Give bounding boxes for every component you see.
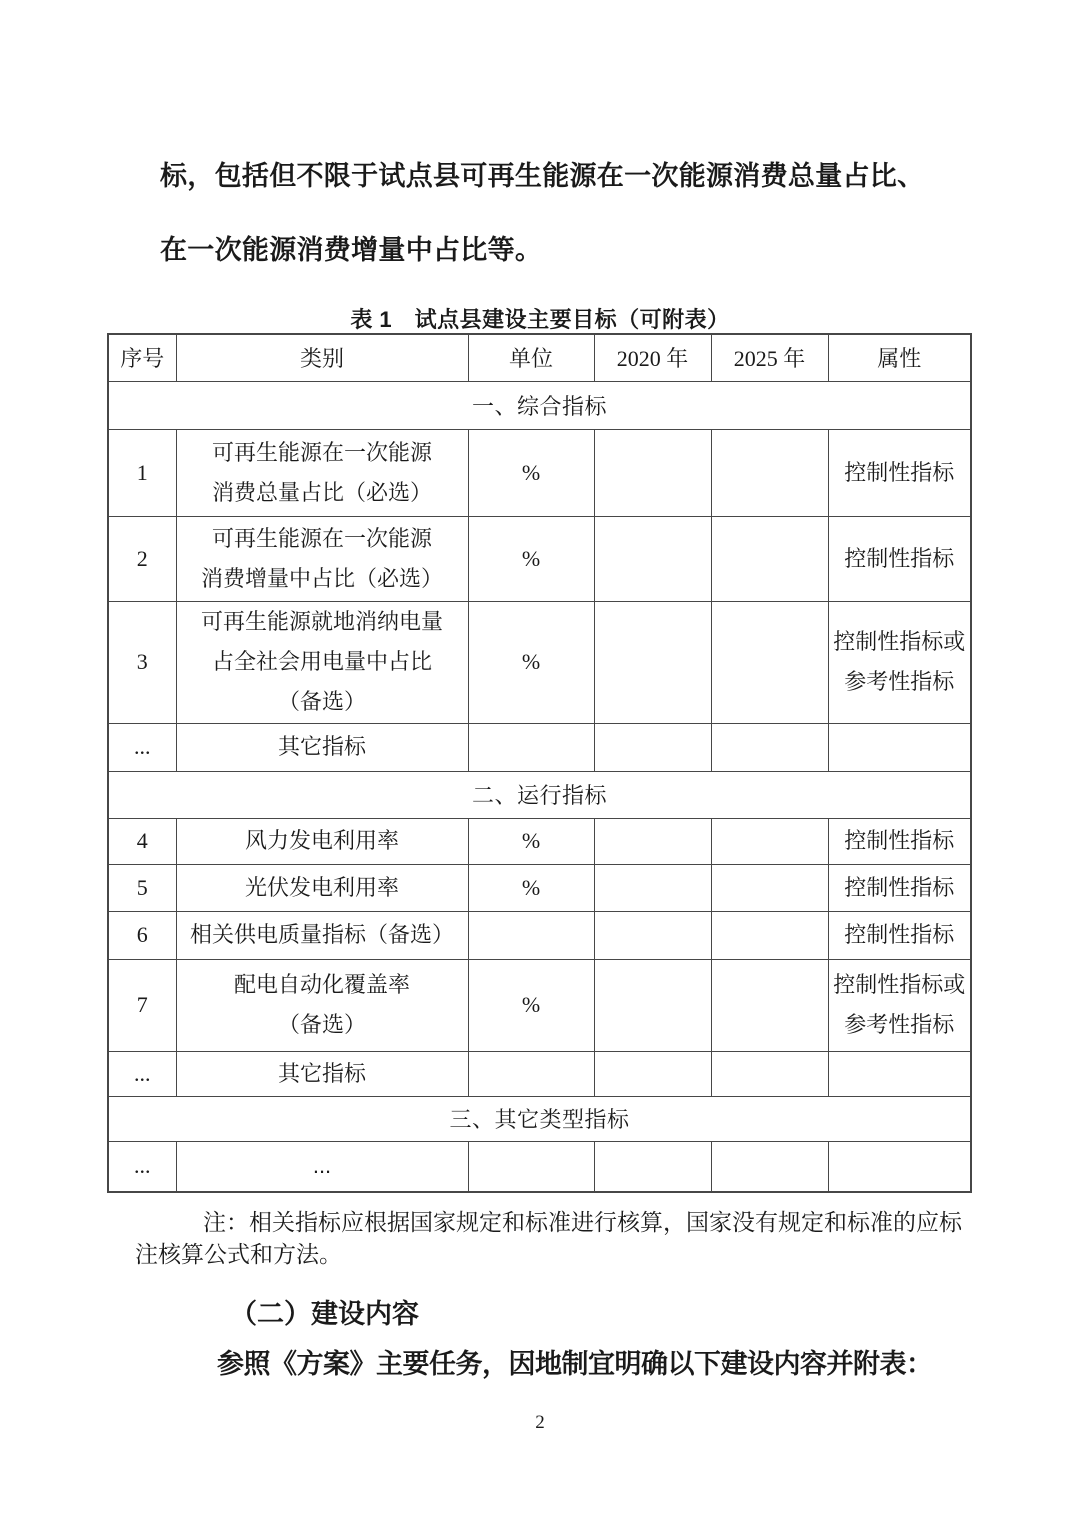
cell-unit: % (468, 601, 594, 723)
table-row (108, 864, 971, 911)
cell-category: ... (176, 1141, 468, 1192)
cell-unit: % (468, 818, 594, 864)
table-row (108, 1141, 971, 1192)
cell-unit: % (468, 864, 594, 911)
table-row (108, 723, 971, 771)
cell-category: 可再生能源在一次能源 消费增量中占比（必选） (176, 516, 468, 601)
cell-attribute: 控制性指标或 参考性指标 (828, 601, 971, 723)
cell-2020 (594, 911, 711, 959)
table-note (135, 1206, 985, 1270)
cell-2025 (711, 911, 828, 959)
targets-table (107, 333, 972, 1193)
cell-category: 其它指标 (176, 1051, 468, 1096)
header-attribute: 属性 (828, 334, 971, 381)
cell-attribute: 控制性指标 (828, 429, 971, 516)
cell-attribute: 控制性指标 (828, 818, 971, 864)
table-row (108, 911, 971, 959)
note-line: 注核算公式和方法。 (135, 1241, 342, 1267)
page-number: 2 (535, 1412, 545, 1433)
cell-2025 (711, 864, 828, 911)
cell-2025 (711, 1141, 828, 1192)
table-row (108, 1051, 971, 1096)
targets-table-body (108, 381, 971, 1192)
cell-unit: % (468, 516, 594, 601)
cell-serial: ... (108, 723, 176, 771)
header-category: 类别 (176, 334, 468, 381)
cell-2020 (594, 723, 711, 771)
table-row (108, 959, 971, 1051)
table-section-row (108, 381, 971, 429)
cell-2025 (711, 1051, 828, 1096)
section-label: 二、运行指标 (108, 771, 971, 818)
cell-serial: 3 (108, 601, 176, 723)
cell-2025 (711, 516, 828, 601)
table-section-row (108, 1096, 971, 1141)
cell-category: 配电自动化覆盖率 （备选） (176, 959, 468, 1051)
cell-serial: 7 (108, 959, 176, 1051)
intro-line: 标，包括但不限于试点县可再生能源在一次能源消费总量占比、 (160, 161, 925, 191)
header-2025: 2025 年 (711, 334, 828, 381)
section-label: 三、其它类型指标 (108, 1096, 971, 1141)
cell-attribute (828, 1141, 971, 1192)
cell-2025 (711, 723, 828, 771)
cell-2025 (711, 429, 828, 516)
cell-serial: 5 (108, 864, 176, 911)
cell-serial: ... (108, 1141, 176, 1192)
cell-2020 (594, 516, 711, 601)
cell-unit (468, 723, 594, 771)
header-2020: 2020 年 (594, 334, 711, 381)
closing-paragraph: 参照《方案》主要任务，因地制宜明确以下建设内容并附表： (217, 1349, 933, 1379)
cell-2020 (594, 429, 711, 516)
cell-2020 (594, 818, 711, 864)
cell-category: 相关供电质量指标（备选） (176, 911, 468, 959)
cell-serial: 4 (108, 818, 176, 864)
intro-line: 在一次能源消费增量中占比等。 (160, 235, 543, 265)
cell-unit (468, 1141, 594, 1192)
table-row (108, 818, 971, 864)
cell-category: 其它指标 (176, 723, 468, 771)
table-row (108, 429, 971, 516)
cell-2025 (711, 818, 828, 864)
section-heading: （二）建设内容 (230, 1299, 419, 1329)
cell-2020 (594, 1051, 711, 1096)
section-label: 一、综合指标 (108, 381, 971, 429)
cell-attribute (828, 1051, 971, 1096)
cell-attribute: 控制性指标 (828, 911, 971, 959)
cell-unit: % (468, 959, 594, 1051)
table-row (108, 516, 971, 601)
cell-attribute: 控制性指标 (828, 516, 971, 601)
cell-2025 (711, 601, 828, 723)
table-title: 表 1 试点县建设主要目标（可附表） (350, 307, 730, 332)
table-section-row (108, 771, 971, 818)
cell-category: 可再生能源就地消纳电量 占全社会用电量中占比 （备选） (176, 601, 468, 723)
cell-2020 (594, 601, 711, 723)
cell-category: 可再生能源在一次能源 消费总量占比（必选） (176, 429, 468, 516)
cell-unit: % (468, 429, 594, 516)
intro-paragraph (160, 139, 960, 287)
cell-2020 (594, 1141, 711, 1192)
cell-unit (468, 911, 594, 959)
cell-category: 风力发电利用率 (176, 818, 468, 864)
cell-2020 (594, 959, 711, 1051)
cell-serial: ... (108, 1051, 176, 1096)
cell-2020 (594, 864, 711, 911)
cell-2025 (711, 959, 828, 1051)
cell-attribute (828, 723, 971, 771)
header-serial: 序号 (108, 334, 176, 381)
cell-serial: 1 (108, 429, 176, 516)
header-unit: 单位 (468, 334, 594, 381)
cell-unit (468, 1051, 594, 1096)
table-row (108, 601, 971, 723)
cell-attribute: 控制性指标 (828, 864, 971, 911)
cell-serial: 2 (108, 516, 176, 601)
cell-attribute: 控制性指标或 参考性指标 (828, 959, 971, 1051)
cell-serial: 6 (108, 911, 176, 959)
note-line: 注：相关指标应根据国家规定和标准进行核算，国家没有规定和标准的应标 (203, 1209, 962, 1235)
table-header-row (108, 334, 971, 381)
cell-category: 光伏发电利用率 (176, 864, 468, 911)
